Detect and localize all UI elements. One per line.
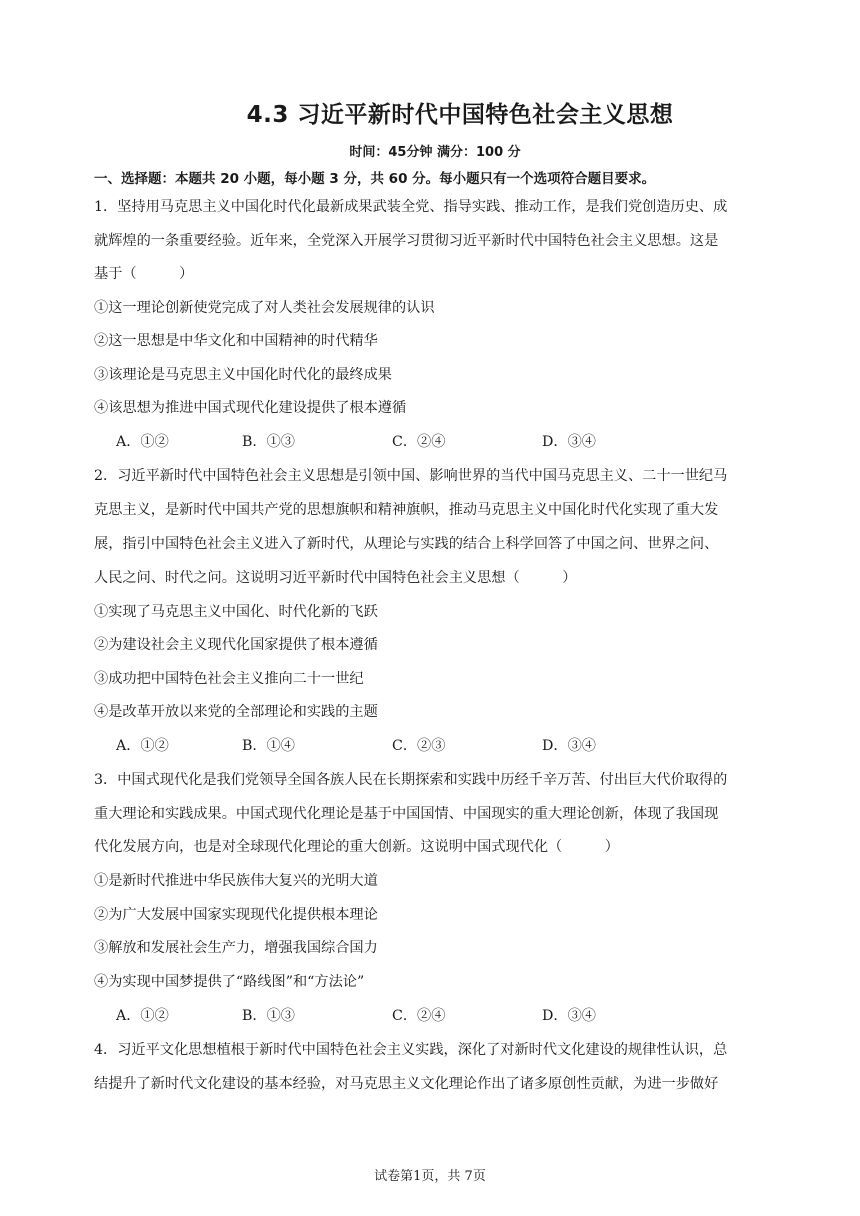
page-title: 4.3 习近平新时代中国特色社会主义思想 (246, 102, 674, 128)
exam-time-score: 时间：45分钟 满分：100 分 (349, 145, 521, 160)
option-c[interactable]: C．②④ (392, 1008, 446, 1024)
question-3-item: ④为实现中国梦提供了“路线图”和“方法论” (94, 974, 365, 990)
option-b[interactable]: B．①④ (242, 738, 295, 754)
question-3-item: ①是新时代推进中华民族伟大复兴的光明大道 (94, 873, 378, 889)
question-2-stem-line: 克思主义，是新时代中国共产党的思想旗帜和精神旗帜，推动马克思主义中国化时代化实现了重大发 (94, 502, 719, 518)
question-1-item: ②这一思想是中华文化和中国精神的时代精华 (94, 333, 378, 349)
option-a[interactable]: A．①② (116, 434, 169, 450)
option-d[interactable]: D．③④ (542, 434, 596, 450)
question-2-item: ④是改革开放以来党的全部理论和实践的主题 (94, 704, 378, 720)
question-4-stem-line: 结提升了新时代文化建设的基本经验，对马克思主义文化理论作出了诸多原创性贡献，为进一步做好 (94, 1076, 719, 1092)
question-3-item: ②为广大发展中国家实现现代化提供根本理论 (94, 907, 378, 923)
question-2-stem-line: 人民之问、时代之问。这说明习近平新时代中国特色社会主义思想（ ） (94, 570, 577, 586)
option-a[interactable]: A．①② (116, 738, 169, 754)
option-c[interactable]: C．②④ (392, 434, 446, 450)
question-1-item: ③该理论是马克思主义中国化时代化的最终成果 (94, 367, 392, 383)
question-2-item: ③成功把中国特色社会主义推向二十一世纪 (94, 671, 364, 687)
question-1-stem-line: 基于（ ） (94, 266, 194, 282)
question-3-item: ③解放和发展社会生产力，增强我国综合国力 (94, 940, 378, 956)
question-3-options (116, 1006, 676, 1026)
question-1-item: ①这一理论创新使党完成了对人类社会发展规律的认识 (94, 300, 435, 316)
question-3-stem-line: 重大理论和实践成果。中国式现代化理论是基于中国国情、中国现实的重大理论创新，体现了我国现 (94, 806, 719, 822)
question-1-stem-line: 就辉煌的一条重要经验。近年来，全党深入开展学习贯彻习近平新时代中国特色社会主义思想。这是 (94, 233, 719, 249)
option-c[interactable]: C．②③ (392, 738, 446, 754)
page-footer: 试卷第1页，共 7页 (374, 1169, 486, 1184)
section-heading: 一、选择题：本题共 20 小题，每小题 3 分，共 60 分。每小题只有一个选项符合题目要求。 (94, 171, 656, 187)
question-1-item: ④该思想为推进中国式现代化建设提供了根本遵循 (94, 400, 407, 416)
option-b[interactable]: B．①③ (242, 1008, 295, 1024)
option-b[interactable]: B．①③ (242, 434, 295, 450)
option-a[interactable]: A．①② (116, 1008, 169, 1024)
question-2-options (116, 736, 676, 756)
option-d[interactable]: D．③④ (542, 738, 596, 754)
question-3-stem-line: 代化发展方向，也是对全球现代化理论的重大创新。这说明中国式现代化（ ） (94, 839, 619, 855)
question-1-stem-line: 1．坚持用马克思主义中国化时代化最新成果武装全党、指导实践、推动工作，是我们党创造历史、成 (94, 199, 728, 215)
question-2-stem-line: 2．习近平新时代中国特色社会主义思想是引领中国、影响世界的当代中国马克思主义、二十一世纪马 (94, 468, 728, 484)
option-d[interactable]: D．③④ (542, 1008, 596, 1024)
question-4-stem-line: 4．习近平文化思想植根于新时代中国特色社会主义实践，深化了对新时代文化建设的规律性认识，总 (94, 1042, 728, 1058)
question-2-item: ①实现了马克思主义中国化、时代化新的飞跃 (94, 604, 378, 620)
question-2-item: ②为建设社会主义现代化国家提供了根本遵循 (94, 637, 378, 653)
question-3-stem-line: 3．中国式现代化是我们党领导全国各族人民在长期探索和实践中历经千辛万苦、付出巨大代价取得的 (94, 772, 728, 788)
question-1-options (116, 432, 676, 452)
question-2-stem-line: 展，指引中国特色社会主义进入了新时代，从理论与实践的结合上科学回答了中国之问、世界之问、 (94, 536, 719, 552)
